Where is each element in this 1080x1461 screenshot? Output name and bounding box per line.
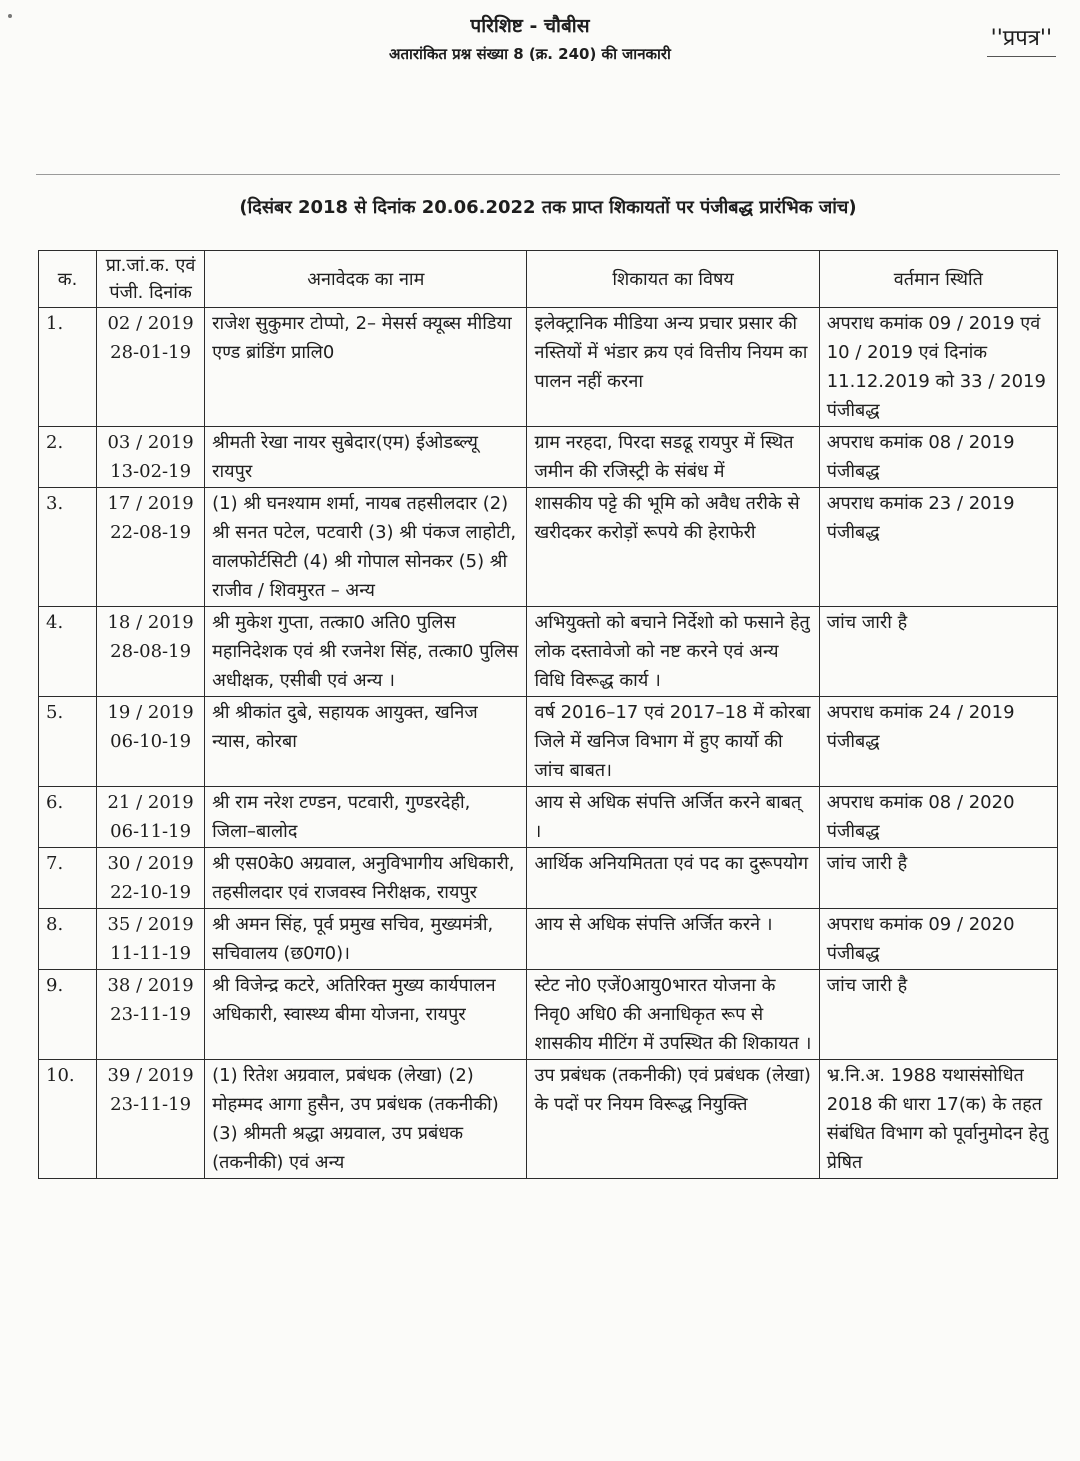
row-subject: आय से अधिक संपत्ति अर्जित करने । bbox=[527, 909, 819, 970]
row-serial: 3. bbox=[39, 488, 97, 607]
registration-date: 06-11-19 bbox=[110, 821, 192, 842]
question-reference: अतारांकित प्रश्न संख्या 8 (क्र. 240) की जानकारी bbox=[389, 45, 671, 63]
row-respondent: (1) रितेश अग्रवाल, प्रबंधक (लेखा) (2) मोहम्मद आगा हुसैन, उप प्रबंधक (तकनीकी) (3) श्रीमती श्रद्धा अग्रवाल, उप प्रबंधक (तकनीकी) एवं अन्य bbox=[205, 1060, 527, 1179]
row-status: अपराध कमांक 24 / 2019 पंजीबद्ध bbox=[819, 697, 1057, 787]
divider bbox=[36, 174, 1060, 175]
row-registration bbox=[97, 787, 205, 848]
row-serial: 6. bbox=[39, 787, 97, 848]
table-row bbox=[39, 970, 1058, 1060]
table-row bbox=[39, 607, 1058, 697]
row-registration bbox=[97, 488, 205, 607]
row-status: अपराध कमांक 23 / 2019 पंजीबद्ध bbox=[819, 488, 1057, 607]
row-subject: आय से अधिक संपत्ति अर्जित करने बाबत् । bbox=[527, 787, 819, 848]
row-subject: आर्थिक अनियमितता एवं पद का दुरूपयोग bbox=[527, 848, 819, 909]
row-respondent: श्री राम नरेश टण्डन, पटवारी, गुण्डरदेही, जिला–बालोद bbox=[205, 787, 527, 848]
row-status: अपराध कमांक 09 / 2020 पंजीबद्ध bbox=[819, 909, 1057, 970]
row-subject: इलेक्ट्रानिक मीडिया अन्य प्रचार प्रसार की नस्तियों में भंडार क्रय एवं वित्तीय नियम का पालन नहीं करना bbox=[527, 308, 819, 427]
table-row bbox=[39, 848, 1058, 909]
registration-number: 19 / 2019 bbox=[107, 702, 194, 723]
registration-number: 18 / 2019 bbox=[107, 612, 194, 633]
registration-date: 22-08-19 bbox=[110, 522, 192, 543]
registration-date: 06-10-19 bbox=[110, 731, 192, 752]
row-subject: ग्राम नरहदा, पिरदा सडढू रायपुर में स्थित जमीन की रजिस्ट्री के संबंध में bbox=[527, 427, 819, 488]
row-registration bbox=[97, 848, 205, 909]
registration-date: 28-01-19 bbox=[110, 342, 192, 363]
column-header-subject: शिकायत का विषय bbox=[527, 251, 819, 308]
row-respondent: श्री मुकेश गुप्ता, तत्का0 अति0 पुलिस महानिदेशक एवं श्री रजनेश सिंह, तत्का0 पुलिस अधीक्षक, एसीबी एवं अन्य । bbox=[205, 607, 527, 697]
row-registration bbox=[97, 909, 205, 970]
column-header-status: वर्तमान स्थिति bbox=[819, 251, 1057, 308]
table-row bbox=[39, 697, 1058, 787]
row-status: अपराध कमांक 08 / 2019 पंजीबद्ध bbox=[819, 427, 1057, 488]
row-status: जांच जारी है bbox=[819, 970, 1057, 1060]
row-serial: 2. bbox=[39, 427, 97, 488]
registration-date: 23-11-19 bbox=[110, 1094, 192, 1115]
row-registration bbox=[97, 607, 205, 697]
registration-date: 23-11-19 bbox=[110, 1004, 192, 1025]
row-serial: 4. bbox=[39, 607, 97, 697]
row-respondent: श्री अमन सिंह, पूर्व प्रमुख सचिव, मुख्यमंत्री, सचिवालय (छ0ग0)। bbox=[205, 909, 527, 970]
form-label: ''प्रपत्र'' bbox=[987, 22, 1056, 57]
column-header-respondent: अनावेदक का नाम bbox=[205, 251, 527, 308]
row-serial: 7. bbox=[39, 848, 97, 909]
registration-date: 13-02-19 bbox=[110, 461, 192, 482]
table-row bbox=[39, 488, 1058, 607]
row-subject: उप प्रबंधक (तकनीकी) एवं प्रबंधक (लेखा) के पदों पर नियम विरूद्ध नियुक्ति bbox=[527, 1060, 819, 1179]
row-registration bbox=[97, 1060, 205, 1179]
registration-number: 02 / 2019 bbox=[107, 313, 194, 334]
row-subject: वर्ष 2016–17 एवं 2017–18 में कोरबा जिले में खनिज विभाग में हुए कार्यो की जांच बाबत। bbox=[527, 697, 819, 787]
registration-number: 39 / 2019 bbox=[107, 1065, 194, 1086]
row-serial: 8. bbox=[39, 909, 97, 970]
row-serial: 5. bbox=[39, 697, 97, 787]
row-respondent: श्री श्रीकांत दुबे, सहायक आयुक्त, खनिज न्यास, कोरबा bbox=[205, 697, 527, 787]
table-header-row bbox=[39, 251, 1058, 308]
row-respondent: श्री विजेन्द्र कटरे, अतिरिक्त मुख्य कार्यपालन अधिकारी, स्वास्थ्य बीमा योजना, रायपुर bbox=[205, 970, 527, 1060]
row-status: जांच जारी है bbox=[819, 607, 1057, 697]
table-row bbox=[39, 787, 1058, 848]
annexure-title: परिशिष्ट - चौबीस bbox=[470, 15, 590, 37]
column-header-registration: प्रा.जां.क. एवं पंजी. दिनांक bbox=[97, 251, 205, 308]
row-status: अपराध कमांक 09 / 2019 एवं 10 / 2019 एवं दिनांक 11.12.2019 को 33 / 2019 पंजीबद्ध bbox=[819, 308, 1057, 427]
row-respondent: श्रीमती रेखा नायर सुबेदार(एम) ईओडब्ल्यू रायपुर bbox=[205, 427, 527, 488]
row-serial: 9. bbox=[39, 970, 97, 1060]
row-respondent: श्री एस0के0 अग्रवाल, अनुविभागीय अधिकारी, तहसीलदार एवं राजवस्व निरीक्षक, रायपुर bbox=[205, 848, 527, 909]
registration-number: 17 / 2019 bbox=[107, 493, 194, 514]
table-caption: (दिसंबर 2018 से दिनांक 20.06.2022 तक प्राप्त शिकायतों पर पंजीबद्ध प्रारंभिक जांच) bbox=[239, 197, 857, 218]
row-registration bbox=[97, 308, 205, 427]
row-registration bbox=[97, 697, 205, 787]
row-registration bbox=[97, 970, 205, 1060]
registration-date: 22-10-19 bbox=[110, 882, 192, 903]
table-row bbox=[39, 427, 1058, 488]
registration-date: 28-08-19 bbox=[110, 641, 192, 662]
complaints-table bbox=[38, 250, 1058, 1179]
row-respondent: (1) श्री घनश्याम शर्मा, नायब तहसीलदार (2) श्री सनत पटेल, पटवारी (3) श्री पंकज लाहोटी, वालफोर्टसिटी (4) श्री गोपाल सोनकर (5) श्री राजीव / शिवमुरत – अन्य bbox=[205, 488, 527, 607]
table-row bbox=[39, 308, 1058, 427]
row-serial: 10. bbox=[39, 1060, 97, 1179]
registration-number: 35 / 2019 bbox=[107, 914, 194, 935]
table-row bbox=[39, 1060, 1058, 1179]
row-subject: अभियुक्तो को बचाने निर्देशो को फसाने हेतु लोक दस्तावेजो को नष्ट करने एवं अन्य विधि विरूद्ध कार्य । bbox=[527, 607, 819, 697]
registration-number: 21 / 2019 bbox=[107, 792, 194, 813]
row-status: जांच जारी है bbox=[819, 848, 1057, 909]
registration-number: 30 / 2019 bbox=[107, 853, 194, 874]
row-subject: स्टेट नो0 एजें0आयु0भारत योजना के निवृ0 अधि0 की अनाधिकृत रूप से शासकीय मीटिंग में उपस्थित की शिकायत । bbox=[527, 970, 819, 1060]
row-serial: 1. bbox=[39, 308, 97, 427]
row-subject: शासकीय पट्टे की भूमि को अवैध तरीके से खरीदकर करोड़ों रूपये की हेराफेरी bbox=[527, 488, 819, 607]
registration-number: 03 / 2019 bbox=[107, 432, 194, 453]
row-status: अपराध कमांक 08 / 2020 पंजीबद्ध bbox=[819, 787, 1057, 848]
registration-number: 38 / 2019 bbox=[107, 975, 194, 996]
registration-date: 11-11-19 bbox=[110, 943, 192, 964]
column-header-serial: क. bbox=[39, 251, 97, 308]
row-respondent: राजेश सुकुमार टोप्पो, 2– मेसर्स क्यूब्स मीडिया एण्ड ब्रांडिंग प्रालि0 bbox=[205, 308, 527, 427]
row-registration bbox=[97, 427, 205, 488]
table-row bbox=[39, 909, 1058, 970]
row-status: भ्र.नि.अ. 1988 यथासंसोधित 2018 की धारा 17(क) के तहत संबंधित विभाग को पूर्वानुमोदन हेतु प्रेषित bbox=[819, 1060, 1057, 1179]
